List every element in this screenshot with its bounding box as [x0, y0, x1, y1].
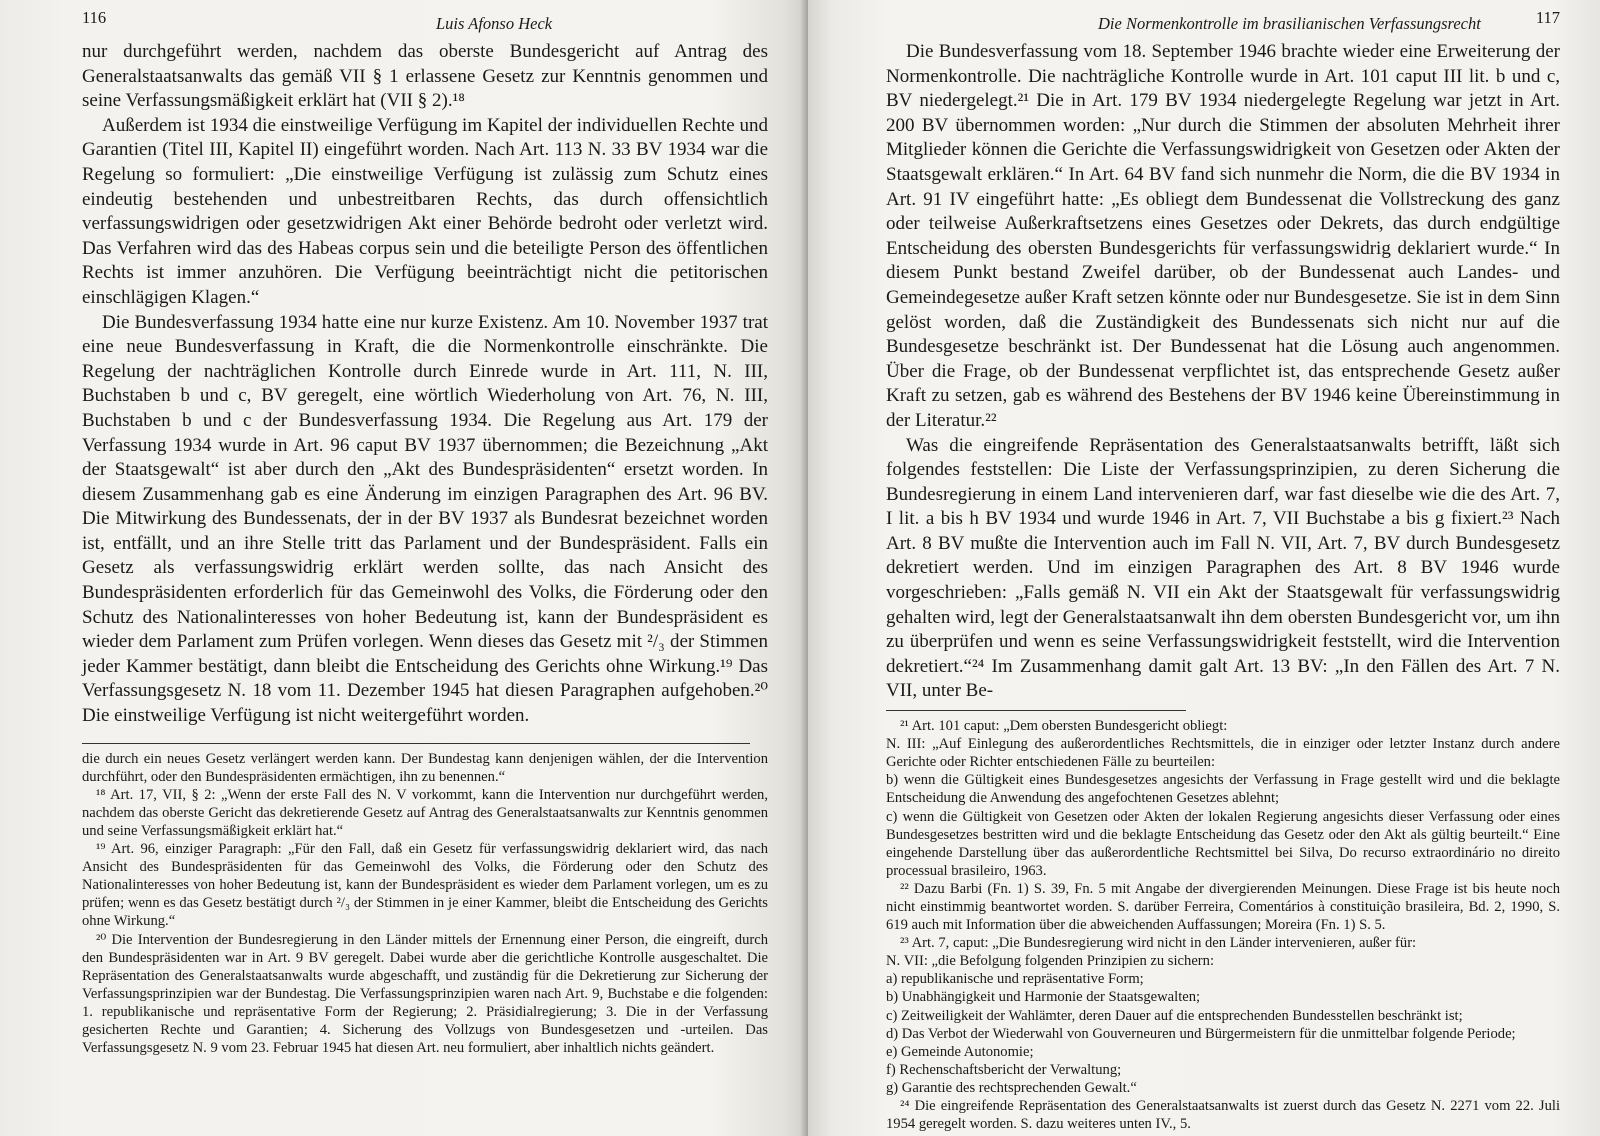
right-footnotes	[886, 717, 1560, 1133]
footnote-23-item: g) Garantie des rechtsprechenden Gewalt.“	[886, 1079, 1137, 1096]
left-running-head-title: Luis Afonso Heck	[436, 14, 553, 33]
footnote-24: ²⁴ Die eingreifende Repräsentation des Generalstaatsanwalts ist zuerst durch das Gesetz N. 2271 vom 22. Juli 1954 geregelt worden. S. dazu weiteres unten IV., 5.	[886, 1098, 1560, 1133]
footnote-18: ¹⁸ Art. 17, VII, § 2: „Wenn der erste Fall des N. V vorkommt, kann die Intervention nur durchgeführt werden, nachdem das oberste Gericht das dekretierende Gesetz auf Antrag des Generalstaatsanwalts zur Kenntnis genommen und seine Verfassungsmäßigkeit erklärt hat.“	[82, 786, 768, 839]
right-paragraph: Die Bundesverfassung vom 18. September 1946 brachte wieder eine Erweiterung der Normenkontrolle. Die nachträgliche Kontrolle wurde in Art. 101 caput III lit. b und c, BV niedergelegt.²¹ Die in Art. 179 BV 1934 niedergelegte Regelung war jetzt in Art. 200 BV übernommen worden: „Nur durch die Stimmen der absoluten Mehrheit ihrer Mitglieder können die Gerichte die Verfassungswidrigkeit von Gesetzen oder Akten der Staatsgewalt erklären.“ In Art. 64 BV fand sich nunmehr die Norm, die die BV 1934 in Art. 91 IV eingeführt hatte: „Es obliegt dem Bundessenat die Vollstreckung des ganz oder teilweise Außerkraftsetzens eines Gesetzes oder Dekrets, das durch endgültige Entscheidung des obersten Bundesgerichts für verfassungswidrig deklariert wurde.“ In diesem Punkt bestand Zweifel darüber, ob der Bundessenat auch Landes- und Gemeindegesetze außer Kraft setzen könnte oder nur Bundesgesetze. Sie ist in dem Sinn gelöst worden, daß die Zuständigkeit des Bundessenats sich nicht nur auf die Bundesgesetze beschränkt ist. Der Bundessenat hat die Lösung auch angenommen. Über die Frage, ob der Bundessenat verpflichtet ist, das entsprechende Gesetz außer Kraft zu setzen, gab es während des Bestehens der BV 1946 keine Übereinstimmung in der Literatur.²²	[886, 41, 1560, 431]
footnote-23-item: f) Rechenschaftsbericht der Verwaltung;	[886, 1061, 1122, 1078]
right-page	[808, 0, 1600, 1136]
right-running-header	[886, 6, 1560, 40]
footnote-20: ²⁰ Die Intervention der Bundesregierung in den Länder mittels der Ernennung einer Person, die eingreift, durch den Bundespräsidenten war in Art. 9 BV geregelt. Dabei wurde aber die gerichtliche Kontrolle ausgeschaltet. Die Repräsentation des Generalstaatsanwalts wurde abgeschafft, und zuständig für die Dekretierung zur Sicherung der Verfassungsprinzipien war der Bundestag. Die Verfassungsprinzipien waren nach Art. 9, Buchstabe e die folgenden: 1. republikanische und repräsentative Form der Regierung; 2. Präsidialregierung; 3. Die in der Verfassung gesicherten Rechte und Garantien; 4. Sicherung des Vollzugs von Bundesgesetzen und -urteilen. Das Verfassungsgesetz N. 9 vom 23. Februar 1945 hat diesen Art. neu formuliert, aber inhaltlich nichts geändert.	[82, 931, 768, 1057]
footnote-23-item: e) Gemeinde Autonomie;	[886, 1043, 1034, 1060]
left-footnote-continued: die durch ein neues Gesetz verlängert werden kann. Der Bundestag kann denjenigen wählen, der die Intervention durchführt, oder den Bundespräsidenten ermächtigen, ihn zu benennen.“	[82, 750, 768, 785]
footnote-23-item: b) Unabhängigkeit und Harmonie der Staatsgewalten;	[886, 989, 1201, 1006]
left-body-text	[82, 40, 768, 729]
left-paragraph: nur durchgeführt werden, nachdem das oberste Bundesgericht auf Antrag des Generalstaatsanwalts das gemäß VII § 1 erlassene Gesetz zur Kenntnis genommen und seine Verfassungsmäßigkeit erklärt hat (VII § 2).¹⁸	[82, 41, 768, 112]
footnote-23: ²³ Art. 7, caput: „Die Bundesregierung wird nicht in den Länder intervenieren, außer für:	[900, 935, 1417, 952]
right-page-number: 117	[1535, 8, 1560, 27]
footnote-23-item: c) Zeitweiligkeit der Wahlämter, deren Dauer auf die entsprechenden Bundesstellen beschränkt ist;	[886, 1007, 1463, 1024]
footnote-23-item: d) Das Verbot der Wiederwahl von Gouverneuren und Bürgermeistern für die unmittelbar folgende Periode;	[886, 1025, 1516, 1042]
right-footnote-rule	[886, 710, 1186, 711]
left-footnotes	[82, 750, 768, 1058]
left-running-header	[82, 6, 768, 40]
footnote-21: ²¹ Art. 101 caput: „Dem obersten Bundesgericht obliegt:	[900, 718, 1228, 735]
right-paragraph: Was die eingreifende Repräsentation des Generalstaatsanwalts betrifft, läßt sich folgendes feststellen: Die Liste der Verfassungsprinzipien, zu deren Sicherung die Bundesregierung in einem Land intervenieren darf, war fast dieselbe wie die des Art. 7, I lit. a bis h BV 1934 und wurde 1946 in Art. 7, VII Buchstabe a bis g fixiert.²³ Nach Art. 8 BV mußte die Intervention auch im Fall N. VII, Art. 7, BV durch Bundesgesetz dekretiert werden. Und im einzigen Paragraphen des Art. 8 BV 1946 wurde vorgeschrieben: „Falls gemäß N. VII ein Akt der Staatsgewalt für verfassungswidrig gehalten wird, legt der Generalstaatsanwalt ihn dem obersten Bundesgericht vor, um ihn zu überprüfen und wenn es seine Verfassungswidrigkeit feststellt, wird die Intervention dekretiert.“²⁴ Im Zusammenhang damit galt Art. 13 BV: „In den Fällen des Art. 7 N. VII, unter Be-	[886, 434, 1560, 702]
footnote-19: ¹⁹ Art. 96, einziger Paragraph: „Für den Fall, daß ein Gesetz für verfassungswidrig deklariert wird, das nach Ansicht des Bundespräsidenten für das Gemeinwohl des Volks, die Förderung oder den Schutz des Nationalinteresses von hoher Bedeutung ist, kann der Bundespräsident es wieder dem Parlament vorlegen, um es zu prüfen; wenn es das Gesetz bestätigt durch ²/₃ der Stimmen in je einer Kammer, bleibt die Entscheidung des Gerichts ohne Wirkung.“	[82, 841, 768, 930]
footnote-22: ²² Dazu Barbi (Fn. 1) S. 39, Fn. 5 mit Angabe der divergierenden Meinungen. Diese Frage ist bis heute noch nicht einstimmig beantwortet worden. S. darüber Ferreira, Comentários à constituição brasileira, Bd. 2, 1990, S. 619 auch mit Information über die abweichenden Auffassungen; Moreira (Fn. 1) S. 5.	[886, 880, 1560, 934]
left-paragraph: Die Bundesverfassung 1934 hatte eine nur kurze Existenz. Am 10. November 1937 trat eine neue Bundesverfassung in Kraft, die die Normenkontrolle einschränkte. Die Regelung der nachträglichen Kontrolle durch Einrede wurde in Art. 111, N. III, Buchstaben b und c, BV geregelt, eine wörtlich Wiederholung von Art. 76, N. III, Buchstaben b und c der Bundesverfassung 1934. Die Regelung aus Art. 179 der Verfassung 1934 wurde in Art. 96 caput BV 1937 übernommen; die Bezeichnung „Akt der Staatsgewalt“ ist aber durch den „Akt des Bundespräsidenten“ ersetzt worden. In diesem Zusammenhang gab es eine Änderung im einzigen Paragraphen des Art. 96 BV. Die Mitwirkung des Bundessenats, der in der BV 1937 als Bundesrat bezeichnet worden ist, entfällt, und an ihre Stelle tritt das Parlament und der Bundespräsident. Falls ein Gesetz als verfassungswidrig erklärt werden sollte, das nach Ansicht des Bundespräsidenten erforderlich für das Gemeinwohl des Volks, die Förderung oder den Schutz des Nationalinteresses von hoher Bedeutung ist, kann der Bundespräsident es wieder dem Parlament zum Prüfen vorlegen. Wenn dieses das Gesetz mit ²/₃ der Stimmen jeder Kammer bestätigt, dann bleibt die Entscheidung des Gerichts ohne Wirkung.¹⁹ Das Verfassungsgesetz N. 18 vom 11. Dezember 1945 hat diesen Paragraphen aufgehoben.²⁰ Die einstweilige Verfügung ist nicht weitergeführt worden.	[82, 311, 768, 727]
footnote-23-item: a) republikanische und repräsentative Form;	[886, 971, 1144, 988]
footnote-21-part: N. III: „Auf Einlegung des außerordentliches Rechtsmittels, die in einziger oder letzter Instanz durch andere Gerichte oder Richter entschiedenen Fälle zu beurteilen:	[886, 736, 1560, 771]
right-body-text	[886, 40, 1560, 704]
footnote-21-part: b) wenn die Gültigkeit eines Bundesgesetzes angesichts der Verfassung in Frage gestellt wird und die beklagte Entscheidung die Anwendung des angefochtenen Gesetzes ablehnt;	[886, 772, 1560, 807]
left-footnote-rule	[82, 743, 750, 744]
left-page-number: 116	[82, 8, 107, 27]
left-paragraph: Außerdem ist 1934 die einstweilige Verfügung im Kapitel der individuellen Rechte und Garantien (Titel III, Kapitel II) eingeführt worden. Nach Art. 113 N. 33 BV 1934 war die Regelung so formuliert: „Die einstweilige Verfügung ist zulässig zum Schutz eines eindeutig bestehenden und unbestreitbaren Rechts, das durch offensichtlich verfassungswidrigen oder gesetzwidrigen Akt einer Behörde bedroht oder verletzt wird. Das Verfahren wird das des Habeas corpus sein und die beteiligte Person des öffentlichen Rechts ist immer anzuhören. Die Verfügung beeinträchtigt nicht die petitorischen einschlägigen Klagen.“	[82, 114, 768, 308]
footnote-23-part: N. VII: „die Befolgung folgenden Prinzipien zu sichern:	[886, 953, 1215, 970]
right-running-head-title: Die Normenkontrolle im brasilianischen Verfassungsrecht	[1098, 14, 1481, 33]
footnote-21-part: c) wenn die Gültigkeit von Gesetzen oder Akten der lokalen Regierung angesichts dieser Verfassung oder eines Bundesgesetzes bestritten wird und die beklagte Entscheidung das Gesetz oder den Akt als gültig beurteilt.“ Eine eingehende Darstellung über das außerordentliche Rechtsmittel bei Silva, Do recurso extraordinário no direito processual brasileiro, 1963.	[886, 808, 1560, 879]
